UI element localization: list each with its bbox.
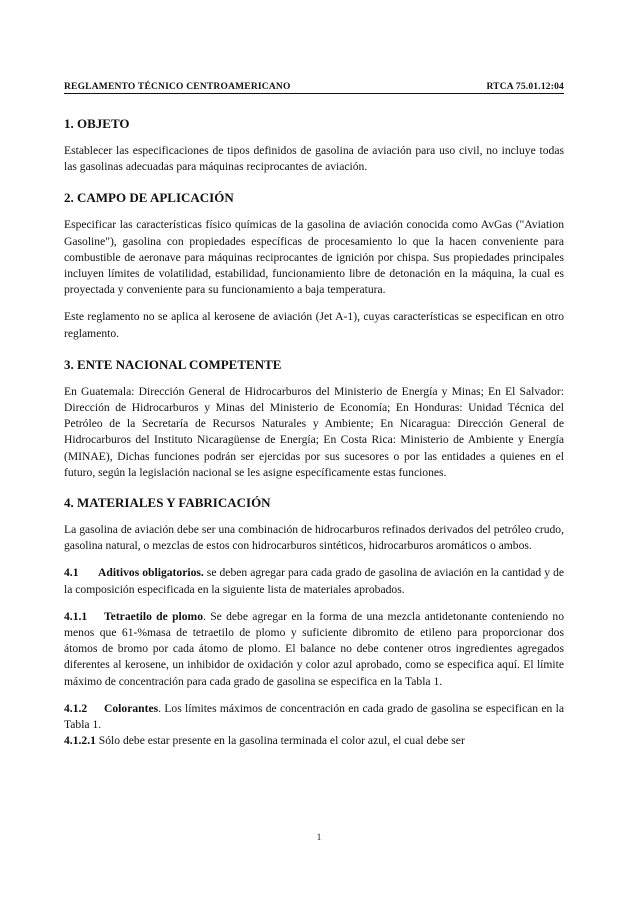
section-3-paragraph: En Guatemala: Dirección General de Hidrocarburos del Ministerio de Energía y Minas; En El Salvador: Dirección de Hidrocarburos y Minas del Ministerio de Economía; En Honduras: Unidad Técnica del Petróleo de la Secretaría de Recursos Naturales y Ambiente; En Nicaragua: Dirección General de Hidrocarburos del Instituto Nicaragüense de Energía; En Costa Rica: Ministerio de Ambiente y Energía (MINAE), Dichas funciones podrán ser ejercidas por sus sucesores o por las entidades a quienes en el futuro, según la legislación nacional se les asigne específicamente estas funciones. xyxy=(64,384,564,479)
header-right: RTCA 75.01.12:04 xyxy=(486,82,564,92)
section-2-paragraph-1: Especificar las características físico químicas de la gasolina de aviación conocida como AvGas ("Aviation Gasoline"), gasolina con propiedades específicas de procesamiento lo que la hacen conveniente para combustible de aeronave para máquinas reciprocantes de ignición por chispa. Sus propiedades principales incluyen límites de volatilidad, estabilidad, funcionamiento libre de detonación en la máquina, la cual es proyectada y conveniente para su funcionamiento a baja temperatura. xyxy=(64,218,564,297)
document-page xyxy=(64,82,564,749)
subsection-4-1 xyxy=(64,565,564,597)
subsection-4-1-text: se deben agregar para cada grado de gasolina de aviación en la cantidad y de la composición especificada en la siguiente lista de materiales aprobados. xyxy=(64,566,565,596)
subsection-4-1-2-title: Colorantes xyxy=(104,701,159,715)
page-number: 1 xyxy=(316,832,322,842)
section-1-title: 1. OBJETO xyxy=(64,116,130,131)
section-1-paragraph: Establecer las especificaciones de tipos definidos de gasolina de aviación para uso civil, no incluye todas las gasolinas adecuadas para máquinas reciprocantes de aviación. xyxy=(64,144,564,174)
subsection-4-1-number: 4.1 xyxy=(64,566,79,580)
section-4-paragraph: La gasolina de aviación debe ser una combinación de hidrocarburos refinados derivados del petróleo crudo, gasolina natural, o mezclas de estos con hidrocarburos sintéticos, hidrocarburos aromáticos o ambos. xyxy=(64,523,564,553)
subsection-4-1-2 xyxy=(64,701,564,733)
subsection-4-1-2-1-text: Sólo debe estar presente en la gasolina terminada el color azul, el cual debe ser xyxy=(95,734,465,748)
subsection-4-1-1-text: . Se debe agregar en la forma de una mezcla antidetonante conteniendo no menos que 61-%masa de tetraetilo de plomo y suficiente dibromito de etileno para proporcionar dos átomos de bromo por cada átomo de plomo. El balance no debe contener otros ingredientes agregados diferentes al kerosene, un inhibidor de oxidación y color azul aprobado, como se especifica aquí. El límite máximo de concentración para cada grado de gasolina se especifica en la Tabla 1. xyxy=(64,609,564,688)
subsection-4-1-2-number: 4.1.2 xyxy=(64,701,88,715)
subsection-4-1-1-title: Tetraetilo de plomo xyxy=(104,609,203,623)
running-header xyxy=(64,82,564,94)
subsection-4-1-2-1-number: 4.1.2.1 xyxy=(64,734,96,748)
section-3-title: 3. ENTE NACIONAL COMPETENTE xyxy=(64,356,282,372)
subsection-4-1-title: Aditivos obligatorios. xyxy=(98,566,204,580)
section-2-paragraph-2: Este reglamento no se aplica al kerosene de aviación (Jet A-1), cuyas características se especifican en otro reglamento. xyxy=(64,310,564,340)
header-left: REGLAMENTO TÉCNICO CENTROAMERICANO xyxy=(64,82,291,92)
subsection-4-1-2-1 xyxy=(64,733,564,749)
section-4-title: 4. MATERIALES Y FABRICACIÓN xyxy=(64,495,271,511)
section-2-title: 2. CAMPO DE APLICACIÓN xyxy=(64,190,234,206)
subsection-4-1-1 xyxy=(64,609,564,690)
subsection-4-1-1-number: 4.1.1 xyxy=(64,609,88,623)
subsection-4-1-2-text: . Los límites máximos de concentración en cada grado de gasolina se especifican en la Tabla 1. xyxy=(64,701,564,732)
